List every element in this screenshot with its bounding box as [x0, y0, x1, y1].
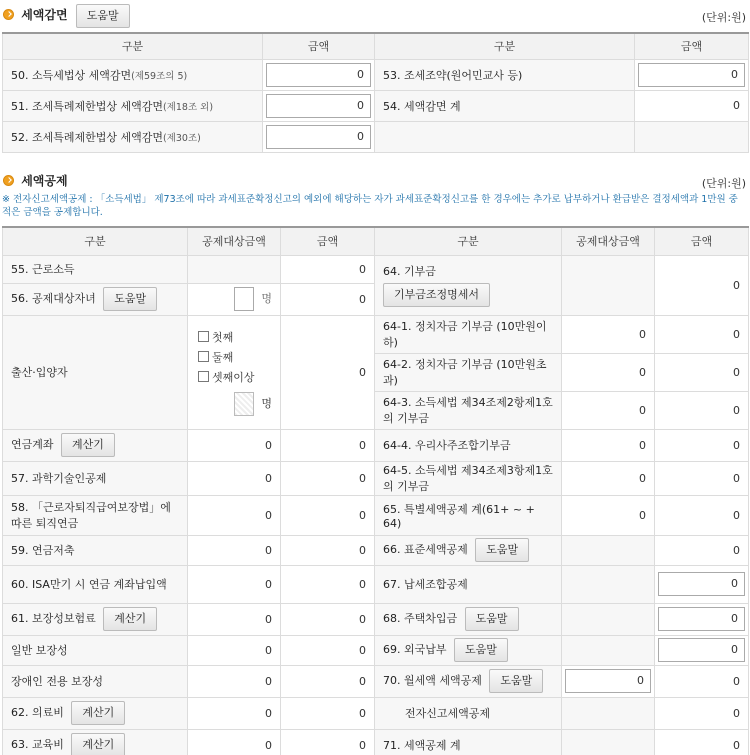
row58-target: 0 — [188, 495, 281, 535]
row69-help-button[interactable]: 도움말 — [454, 638, 508, 662]
row70-amount: 0 — [655, 665, 749, 697]
row59-amount: 0 — [281, 535, 375, 565]
reduction-section-header — [0, 2, 750, 28]
header-amount: 금액 — [281, 227, 375, 255]
row52-input[interactable]: 0 — [266, 125, 371, 149]
row54-label: 54. 세액감면 계 — [375, 90, 635, 121]
section-bullet-icon — [3, 175, 14, 186]
pension-calc-button[interactable]: 계산기 — [61, 433, 115, 457]
pension-cell — [3, 429, 188, 461]
row56-count-cell — [188, 283, 281, 315]
row64-2-label: 64-2. 정치자금 기부금 (10만원초과) — [375, 353, 562, 391]
row61-label: 61. 보장성보험료 — [11, 612, 96, 625]
birth-options-cell — [188, 315, 281, 429]
disabled-target: 0 — [188, 665, 281, 697]
row59-label: 59. 연금저축 — [3, 535, 188, 565]
row62-amount: 0 — [281, 697, 375, 729]
empty-cell — [562, 255, 655, 315]
row68-input[interactable]: 0 — [658, 607, 745, 631]
birth-amount: 0 — [281, 315, 375, 429]
row67-input[interactable]: 0 — [658, 572, 745, 596]
row60-label: 60. ISA만기 시 연금 계좌납입액 — [3, 565, 188, 603]
row56-label: 56. 공제대상자녀 — [11, 292, 96, 305]
credit-title-wrap — [3, 168, 68, 194]
row64-2-target: 0 — [562, 353, 655, 391]
person-unit: 명 — [261, 292, 272, 305]
birth-label: 출산·입양자 — [3, 315, 188, 429]
row61-cell — [3, 603, 188, 635]
etax-amount: 0 — [655, 697, 749, 729]
row64-3-label: 64-3. 소득세법 제34조제2항제1호의 기부금 — [375, 391, 562, 429]
row69-cell — [375, 635, 562, 665]
row68-label: 68. 주택차입금 — [383, 612, 458, 625]
row66-cell — [375, 535, 562, 565]
reduction-table — [2, 32, 749, 153]
row63-amount: 0 — [281, 729, 375, 755]
row63-cell — [3, 729, 188, 755]
header-target: 공제대상금액 — [562, 227, 655, 255]
credit-unit: (단위:원) — [701, 177, 746, 190]
reduction-title-wrap — [3, 2, 130, 28]
row69-input[interactable]: 0 — [658, 638, 745, 662]
row66-label: 66. 표준세액공제 — [383, 543, 468, 556]
row66-help-button[interactable]: 도움말 — [475, 538, 529, 562]
header-category: 구분 — [375, 227, 562, 255]
row50-input[interactable]: 0 — [266, 63, 371, 87]
header-amount: 금액 — [635, 33, 749, 59]
row63-target: 0 — [188, 729, 281, 755]
general-target: 0 — [188, 635, 281, 665]
row64-4-target: 0 — [562, 429, 655, 461]
header-category: 구분 — [3, 33, 263, 59]
row62-calc-button[interactable]: 계산기 — [71, 701, 125, 725]
row55-amount: 0 — [281, 255, 375, 283]
birth-first-checkbox[interactable]: 첫째 — [198, 328, 280, 348]
row62-cell — [3, 697, 188, 729]
reduction-help-button[interactable]: 도움말 — [76, 4, 130, 28]
row68-cell — [375, 603, 562, 635]
row64-4-amount: 0 — [655, 429, 749, 461]
reduction-unit: (단위:원) — [701, 11, 746, 24]
row64-4-label: 64-4. 우리사주조합기부금 — [375, 429, 562, 461]
row64-amount: 0 — [655, 255, 749, 315]
row56-count-input[interactable] — [234, 287, 254, 311]
header-category: 구분 — [3, 227, 188, 255]
row52-label: 52. 조세특례제한법상 세액감면(제30조) — [3, 121, 263, 152]
section-bullet-icon — [3, 9, 14, 20]
empty-cell — [635, 121, 749, 152]
row70-target-input[interactable]: 0 — [565, 669, 651, 693]
birth-count-input — [234, 392, 254, 416]
row57-amount: 0 — [281, 461, 375, 495]
row56-amount: 0 — [281, 283, 375, 315]
reduction-title: 세액감면 — [21, 8, 68, 22]
row57-target: 0 — [188, 461, 281, 495]
row68-help-button[interactable]: 도움말 — [465, 607, 519, 631]
row64-5-label: 64-5. 소득세법 제34조제3항제1호의 기부금 — [375, 461, 562, 495]
row71-label: 71. 세액공제 계 — [375, 729, 562, 755]
disabled-label: 장애인 전용 보장성 — [3, 665, 188, 697]
person-unit: 명 — [261, 397, 272, 410]
row58-label: 58. 「근로자퇴직급여보장법」에 따른 퇴직연금 — [3, 495, 188, 535]
etax-label: 전자신고세액공제 — [375, 697, 562, 729]
row69-label: 69. 외국납부 — [383, 643, 447, 656]
row56-cell — [3, 283, 188, 315]
row62-label: 62. 의료비 — [11, 706, 64, 719]
row64-3-amount: 0 — [655, 391, 749, 429]
birth-third-checkbox[interactable]: 셋째이상 — [198, 368, 280, 388]
row57-label: 57. 과학기술인공제 — [3, 461, 188, 495]
empty-cell — [562, 535, 655, 565]
empty-cell — [562, 635, 655, 665]
row65-label: 65. 특별세액공제 계(61+ ~ + 64) — [375, 495, 562, 535]
row70-cell — [375, 665, 562, 697]
row70-help-button[interactable]: 도움말 — [489, 669, 543, 693]
row58-amount: 0 — [281, 495, 375, 535]
empty-cell — [562, 603, 655, 635]
empty-cell — [562, 565, 655, 603]
row51-input[interactable]: 0 — [266, 94, 371, 118]
credit-note: ※ 전자신고세액공제 : 「소득세법」 제73조에 따라 과세표준확정신고의 예외에 해당하는 자가 과세표준확정신고를 한 경우에는 추가로 납부하거나 환급받은 결정세액과 1만원 중 적은 금액을 공제합니다. — [2, 194, 738, 218]
row64-5-target: 0 — [562, 461, 655, 495]
row53-input[interactable]: 0 — [638, 63, 745, 87]
general-amount: 0 — [281, 635, 375, 665]
empty-cell — [562, 729, 655, 755]
row61-amount: 0 — [281, 603, 375, 635]
row63-calc-button[interactable]: 계산기 — [71, 733, 125, 755]
header-category: 구분 — [375, 33, 635, 59]
pension-target: 0 — [188, 429, 281, 461]
credit-section-header — [0, 168, 750, 194]
row64-cell — [375, 255, 562, 315]
row65-amount: 0 — [655, 495, 749, 535]
row54-value: 0 — [635, 90, 749, 121]
header-amount: 금액 — [263, 33, 375, 59]
row62-target: 0 — [188, 697, 281, 729]
row65-target: 0 — [562, 495, 655, 535]
row64-1-amount: 0 — [655, 315, 749, 353]
row64-1-target: 0 — [562, 315, 655, 353]
row71-amount: 0 — [655, 729, 749, 755]
header-amount: 금액 — [655, 227, 749, 255]
birth-second-checkbox[interactable]: 둘째 — [198, 348, 280, 368]
row70-label: 70. 월세액 세액공제 — [383, 674, 482, 687]
row55-label: 55. 근로소득 — [3, 255, 188, 283]
row61-target: 0 — [188, 603, 281, 635]
row64-2-amount: 0 — [655, 353, 749, 391]
row64-label: 64. 기부금 — [383, 265, 436, 278]
row60-amount: 0 — [281, 565, 375, 603]
row64-1-label: 64-1. 정치자금 기부금 (10만원이하) — [375, 315, 562, 353]
row60-target: 0 — [188, 565, 281, 603]
empty-cell — [375, 121, 635, 152]
row66-amount: 0 — [655, 535, 749, 565]
donation-statement-button[interactable]: 기부금조정명세서 — [383, 283, 490, 307]
row59-target: 0 — [188, 535, 281, 565]
row63-label: 63. 교육비 — [11, 738, 64, 751]
empty-cell — [188, 255, 281, 283]
credit-title: 세액공제 — [21, 174, 68, 188]
row61-calc-button[interactable]: 계산기 — [103, 607, 157, 631]
general-label: 일반 보장성 — [3, 635, 188, 665]
row51-label: 51. 조세특례제한법상 세액감면(제18조 외) — [3, 90, 263, 121]
row67-label: 67. 납세조합공제 — [375, 565, 562, 603]
row56-help-button[interactable]: 도움말 — [103, 287, 157, 311]
row53-label: 53. 조세조약(원어민교사 등) — [375, 59, 635, 90]
header-target: 공제대상금액 — [188, 227, 281, 255]
empty-cell — [562, 697, 655, 729]
disabled-amount: 0 — [281, 665, 375, 697]
row64-3-target: 0 — [562, 391, 655, 429]
credit-table — [2, 226, 749, 755]
row50-label: 50. 소득세법상 세액감면(제59조의 5) — [3, 59, 263, 90]
pension-label: 연금계좌 — [11, 438, 54, 451]
pension-amount: 0 — [281, 429, 375, 461]
row64-5-amount: 0 — [655, 461, 749, 495]
